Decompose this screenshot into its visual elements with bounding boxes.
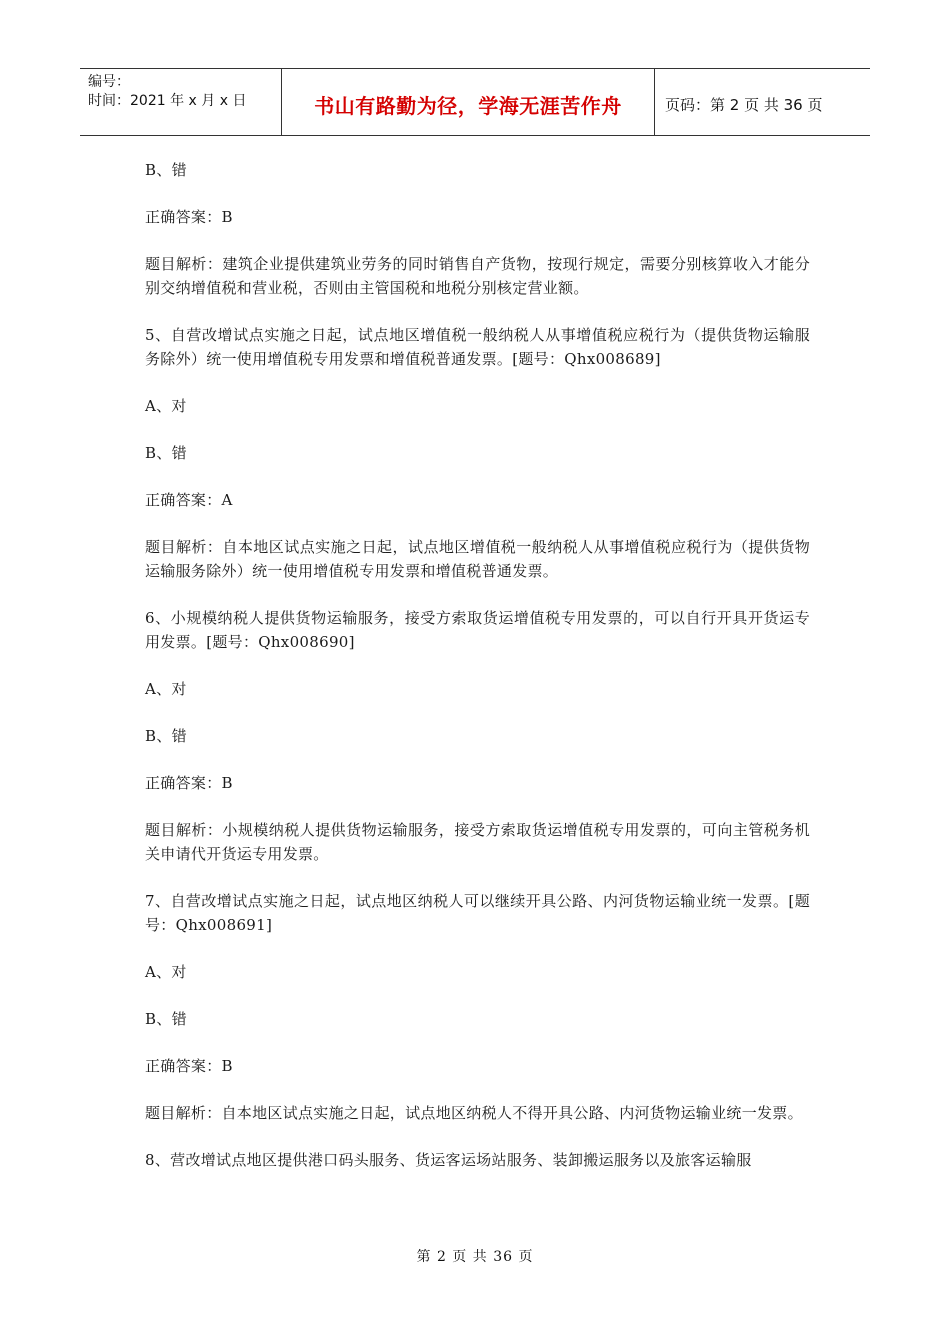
paragraph: A、对: [145, 680, 187, 698]
paragraph: B、错: [145, 1010, 187, 1028]
paragraph: 8、营改增试点地区提供港口码头服务、货运客运场站服务、装卸搬运服务以及旅客运输服: [145, 1151, 752, 1169]
paragraph: 正确答案：B: [145, 1057, 233, 1075]
paragraph: A、对: [145, 397, 187, 415]
paragraph: 题目解析：自本地区试点实施之日起，试点地区增值税一般纳税人从事增值税应税行为（提供货物运输服务除外）统一使用增值税专用发票和增值税普通发票。: [145, 538, 810, 580]
paragraph: B、错: [145, 444, 187, 462]
paragraph: 题目解析：自本地区试点实施之日起，试点地区纳税人不得开具公路、内河货物运输业统一发票。: [145, 1104, 803, 1122]
paragraph: 题目解析：建筑企业提供建筑业劳务的同时销售自产货物，按现行规定，需要分别核算收入才能分别交纳增值税和营业税，否则由主管国税和地税分别核定营业额。: [145, 255, 810, 297]
page-footer: [0, 1246, 950, 1266]
header-table: [80, 68, 870, 136]
paragraph: 正确答案：A: [145, 491, 233, 509]
motto-text: 书山有路勤为径，学海无涯苦作舟: [314, 93, 622, 118]
code-label: 编号：: [88, 74, 130, 90]
paragraph: 6、小规模纳税人提供货物运输服务，接受方索取货运增值税专用发票的，可以自行开具开货运专用发票。[题号：Qhx008690]: [145, 609, 810, 651]
paragraph: 正确答案：B: [145, 774, 233, 792]
paragraph: A、对: [145, 963, 187, 981]
header-page-info: [655, 69, 870, 135]
document-body: [145, 158, 810, 1195]
header-motto-cell: [282, 69, 655, 135]
header-meta: [80, 69, 282, 135]
time-label: 时间：2021 年 x 月 x 日: [88, 93, 247, 109]
paragraph: B、错: [145, 161, 187, 179]
page-info-text: 页码：第 2 页 共 36 页: [665, 95, 823, 114]
footer-page-number: 第 2 页 共 36 页: [416, 1249, 534, 1265]
paragraph: 5、自营改增试点实施之日起，试点地区增值税一般纳税人从事增值税应税行为（提供货物运输服务除外）统一使用增值税专用发票和增值税普通发票。[题号：Qhx008689]: [145, 326, 810, 368]
paragraph: 题目解析：小规模纳税人提供货物运输服务，接受方索取货运增值税专用发票的，可向主管税务机关申请代开货运专用发票。: [145, 821, 810, 863]
paragraph: 7、自营改增试点实施之日起，试点地区纳税人可以继续开具公路、内河货物运输业统一发票。[题号：Qhx008691]: [145, 892, 810, 934]
paragraph: 正确答案：B: [145, 208, 233, 226]
paragraph: B、错: [145, 727, 187, 745]
